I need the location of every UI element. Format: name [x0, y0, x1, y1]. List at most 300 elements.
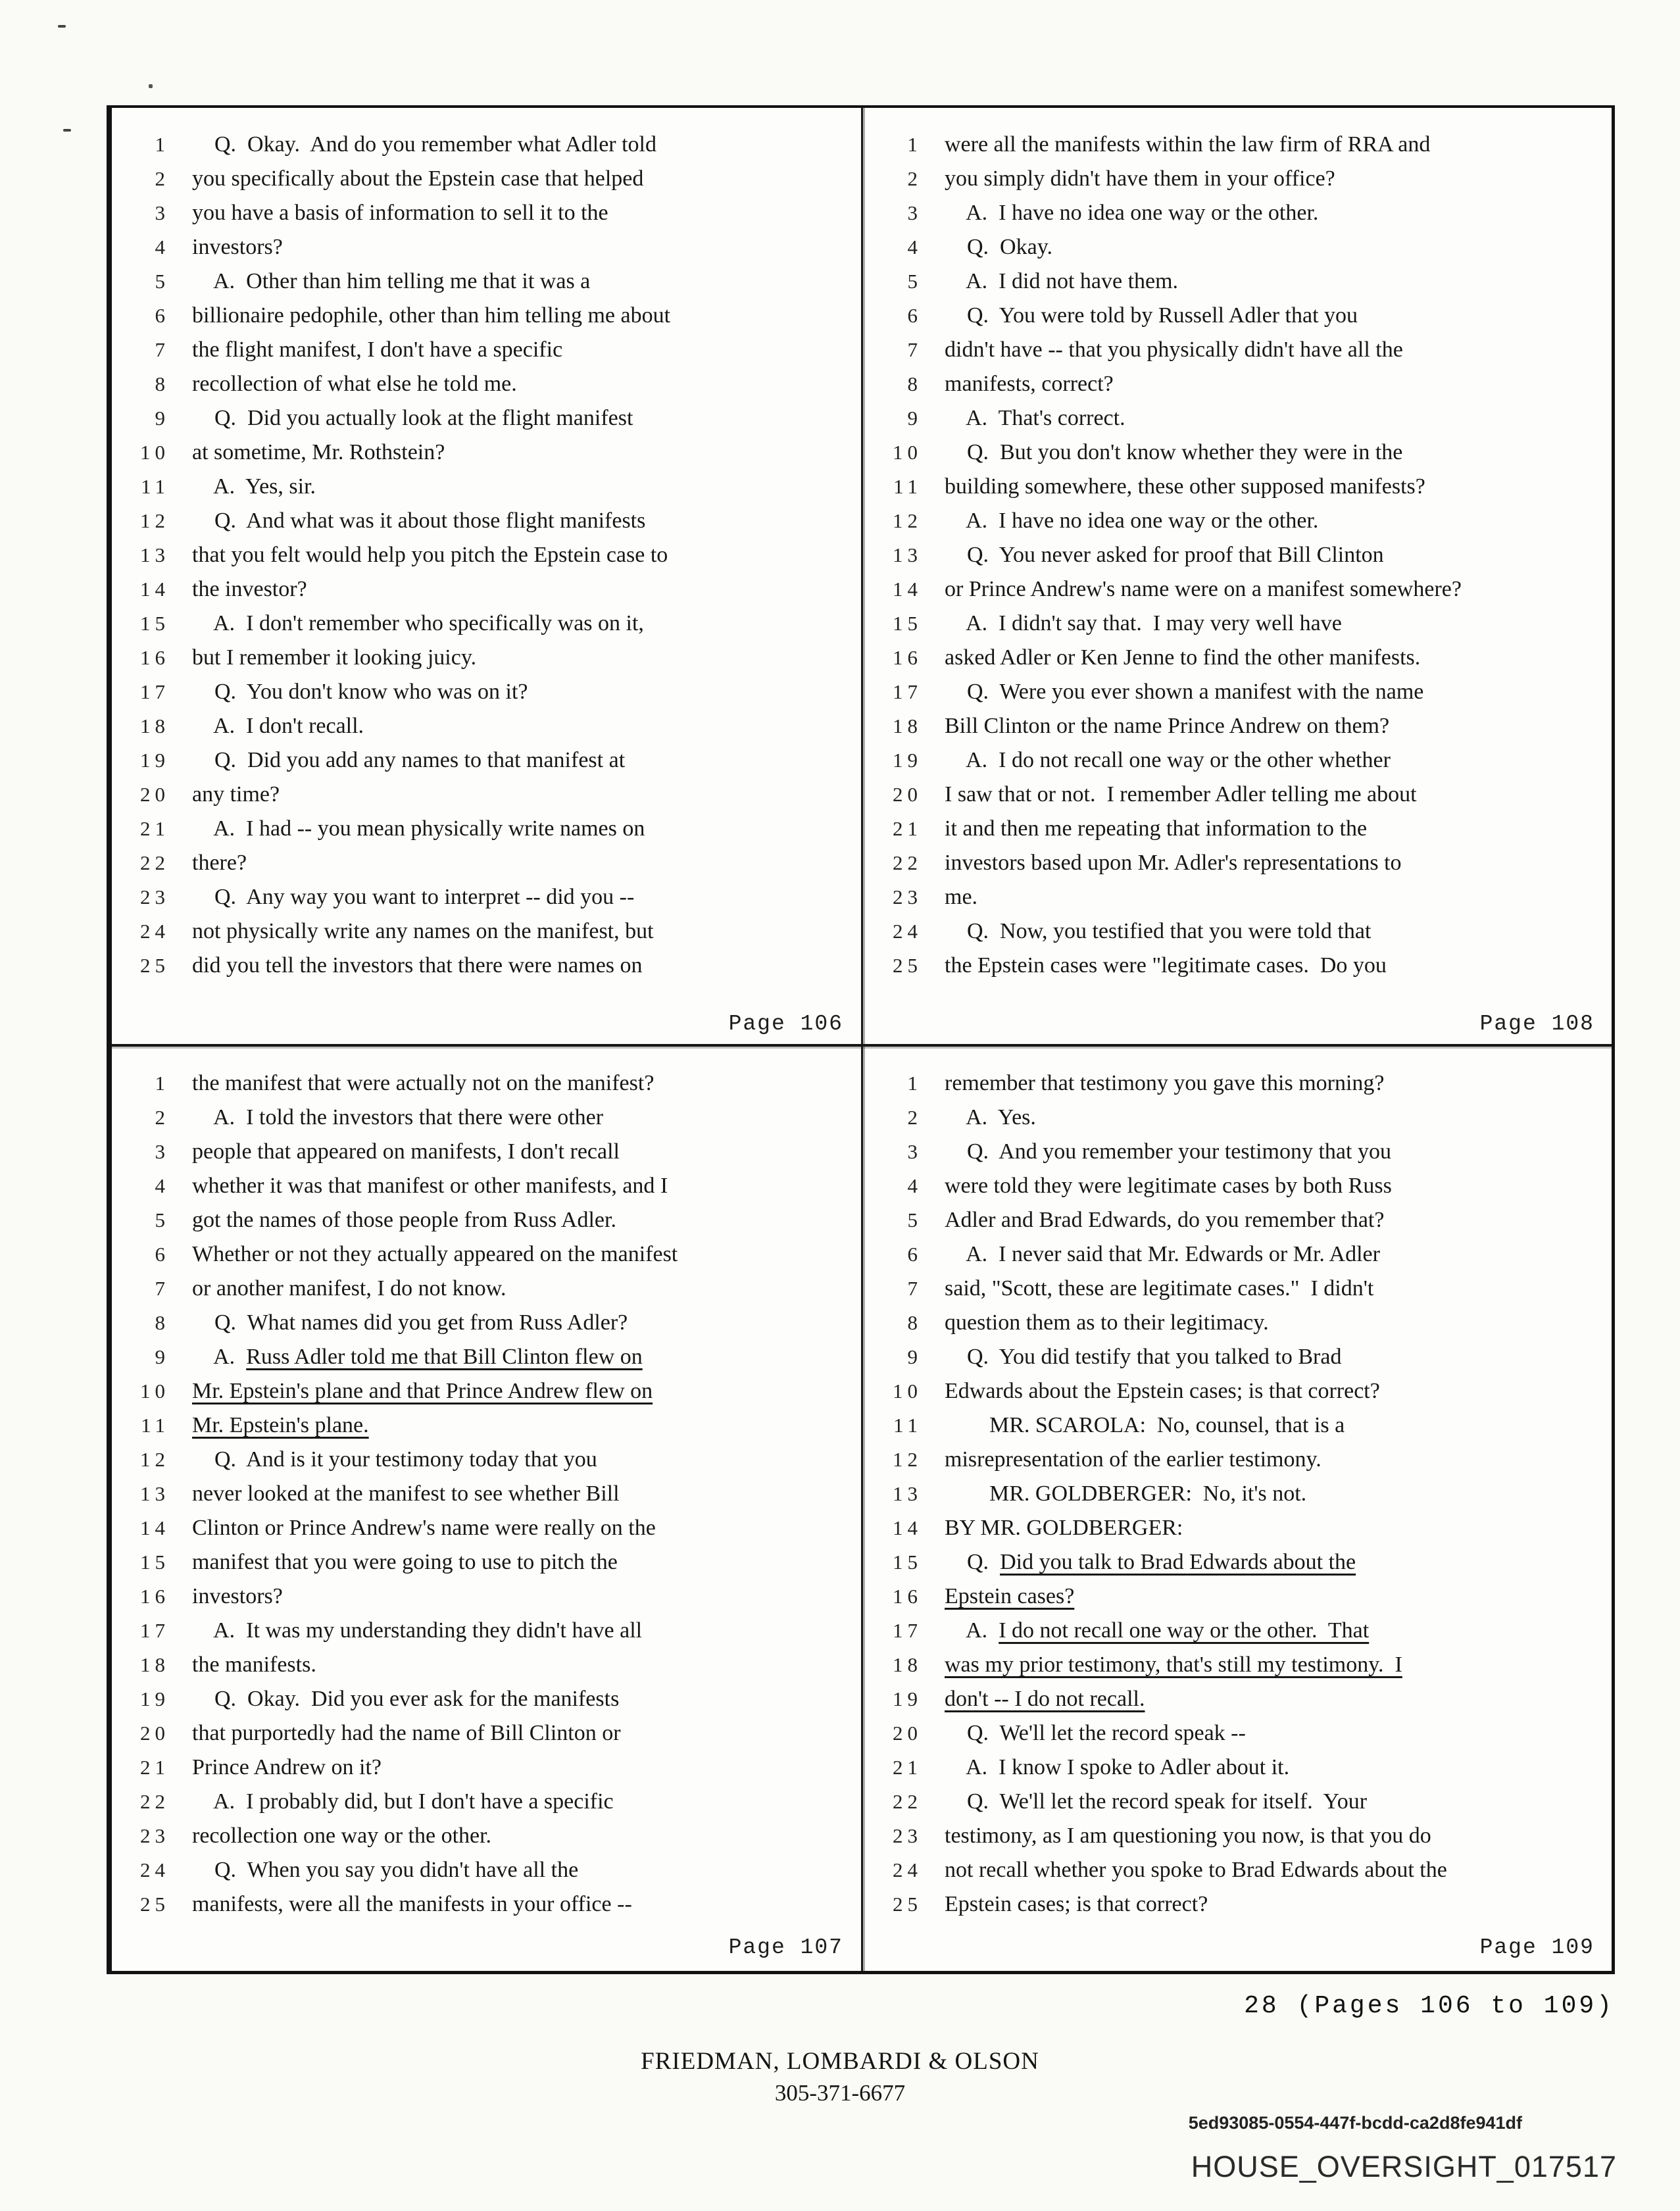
line-number: 13: [893, 1482, 922, 1505]
transcript-line: [126, 1477, 860, 1511]
line-text: A. I don't recall.: [192, 714, 364, 738]
line-text: Adler and Brad Edwards, do you remember that?: [945, 1208, 1385, 1232]
scan-artifact: [63, 129, 71, 132]
line-number: 3: [907, 1140, 922, 1163]
line-number: 6: [155, 304, 170, 327]
line-text: did you tell the investors that there were names on: [192, 953, 643, 978]
line-number: 12: [140, 509, 170, 532]
line-text: [945, 1682, 1145, 1716]
line-number: 18: [893, 714, 922, 737]
line-text: remember that testimony you gave this morning?: [945, 1071, 1385, 1095]
transcript-line: [879, 675, 1612, 709]
line-text: Clinton or Prince Andrew's name were really on the: [192, 1516, 656, 1540]
transcript-line: [126, 196, 860, 230]
transcript-line: [879, 1477, 1612, 1511]
transcript-line: [126, 435, 860, 470]
line-number: 10: [893, 441, 922, 464]
line-text: A. I have no idea one way or the other.: [945, 201, 1319, 225]
transcript-line: [126, 1853, 860, 1887]
line-text: Bill Clinton or the name Prince Andrew on them?: [945, 714, 1390, 738]
column-divider: [861, 108, 863, 1971]
line-text: Q. Okay. And do you remember what Adler told: [192, 132, 656, 157]
line-text: at sometime, Mr. Rothstein?: [192, 440, 445, 464]
transcript-line: [879, 709, 1612, 743]
line-number: 22: [893, 1790, 922, 1813]
line-number: 11: [141, 475, 170, 498]
line-number: 7: [155, 1277, 170, 1300]
line-number: 6: [907, 304, 922, 327]
transcript-line: [879, 914, 1612, 949]
line-text: Q. Did you add any names to that manifest at: [192, 748, 626, 772]
line-text: Q. Okay. Did you ever ask for the manifests: [192, 1687, 620, 1711]
line-text: A. I never said that Mr. Edwards or Mr. Adler: [945, 1242, 1380, 1266]
underlined-text: Russ Adler told me that Bill Clinton flew on: [246, 1345, 643, 1369]
line-number: 10: [140, 1379, 170, 1403]
quadrant-page-109: [864, 1047, 1612, 1968]
line-text: Epstein cases; is that correct?: [945, 1892, 1208, 1916]
transcript-line: [879, 230, 1612, 264]
line-number: 21: [893, 1756, 922, 1779]
line-text: but I remember it looking juicy.: [192, 645, 477, 670]
line-number: 13: [140, 1482, 170, 1505]
line-text: misrepresentation of the earlier testimony.: [945, 1447, 1322, 1472]
transcript-lines: [864, 108, 1612, 983]
line-text: Q. We'll let the record speak for itself. Your: [945, 1789, 1368, 1814]
line-text: said, "Scott, these are legitimate cases." I didn't: [945, 1276, 1374, 1301]
line-text: the manifest that were actually not on the manifest?: [192, 1071, 655, 1095]
transcript-line: [126, 504, 860, 538]
line-number: 13: [140, 543, 170, 566]
row-divider: [112, 1044, 1612, 1047]
line-text: you have a basis of information to sell it to the: [192, 201, 608, 225]
transcript-line: [879, 846, 1612, 880]
line-text: manifests, were all the manifests in your office --: [192, 1892, 632, 1916]
line-number: 20: [140, 783, 170, 806]
transcript-lines: [112, 108, 860, 983]
line-text: Q. We'll let the record speak --: [945, 1721, 1246, 1745]
underlined-text: Mr. Epstein's plane and that Prince Andrew flew on: [192, 1379, 653, 1403]
transcript-line: [126, 812, 860, 846]
transcript-line: [879, 1682, 1612, 1716]
transcript-line: [879, 1887, 1612, 1922]
line-text: Q. And is it your testimony today that you: [192, 1447, 597, 1472]
line-number: 21: [893, 817, 922, 840]
line-number: 5: [155, 1208, 170, 1231]
line-text: investors?: [192, 1584, 283, 1608]
transcript-line: [126, 1579, 860, 1614]
line-number: 4: [155, 236, 170, 259]
line-text: people that appeared on manifests, I don't recall: [192, 1139, 620, 1164]
line-number: 15: [893, 612, 922, 635]
transcript-line: [126, 538, 860, 572]
line-text: not physically write any names on the manifest, but: [192, 919, 654, 943]
bates-number: HOUSE_OVERSIGHT_017517: [1191, 2150, 1617, 2183]
line-number: 17: [140, 1619, 170, 1642]
transcript-line: [879, 299, 1612, 333]
line-text: investors?: [192, 235, 283, 259]
transcript-line: [126, 299, 860, 333]
line-text: got the names of those people from Russ Adler.: [192, 1208, 616, 1232]
line-text: any time?: [192, 782, 280, 807]
line-text: A. It was my understanding they didn't have all: [192, 1618, 643, 1643]
transcript-line: [126, 1374, 860, 1408]
underlined-text: I do not recall one way or the other. That: [999, 1618, 1370, 1643]
line-number: 10: [893, 1379, 922, 1403]
line-number: 11: [893, 475, 922, 498]
line-number: 4: [907, 236, 922, 259]
transcript-line: [126, 1066, 860, 1101]
transcript-grid: [107, 105, 1615, 1974]
line-number: 8: [155, 372, 170, 395]
line-number: 18: [140, 1653, 170, 1676]
line-number: 1: [155, 133, 170, 156]
line-number: 2: [155, 1106, 170, 1129]
line-number: 8: [155, 1311, 170, 1334]
transcript-line: [126, 1682, 860, 1716]
line-text: not recall whether you spoke to Brad Edwards about the: [945, 1858, 1447, 1882]
underlined-text: Epstein cases?: [945, 1584, 1075, 1608]
transcript-line: [879, 607, 1612, 641]
transcript-line: [126, 401, 860, 435]
line-text: question them as to their legitimacy.: [945, 1310, 1269, 1335]
transcript-line: [126, 1785, 860, 1819]
line-number: 23: [140, 885, 170, 908]
transcript-line: [126, 949, 860, 983]
transcript-line: [126, 743, 860, 778]
line-number: 2: [155, 167, 170, 190]
line-text: Q. And what was it about those flight manifests: [192, 509, 646, 533]
line-number: 22: [140, 1790, 170, 1813]
transcript-line: [126, 778, 860, 812]
line-text: it and then me repeating that information to the: [945, 816, 1368, 841]
transcript-line: [879, 1443, 1612, 1477]
line-text: Q. Did you actually look at the flight manifest: [192, 406, 633, 430]
transcript-line: [126, 1614, 860, 1648]
line-number: 16: [140, 646, 170, 669]
line-text: BY MR. GOLDBERGER:: [945, 1516, 1183, 1540]
line-text: Q. You never asked for proof that Bill Clinton: [945, 543, 1384, 567]
line-number: 5: [155, 270, 170, 293]
line-number: 14: [893, 1516, 922, 1539]
line-text: Q. What names did you get from Russ Adler?: [192, 1310, 628, 1335]
line-number: 24: [893, 920, 922, 943]
line-text: were told they were legitimate cases by both Russ: [945, 1174, 1392, 1198]
transcript-line: [126, 1751, 860, 1785]
transcript-line: [126, 880, 860, 914]
line-number: 3: [155, 201, 170, 224]
transcript-line: [879, 333, 1612, 367]
line-number: 22: [893, 851, 922, 874]
transcript-line: [126, 1545, 860, 1579]
transcript-line: [879, 641, 1612, 675]
line-text: you simply didn't have them in your office?: [945, 166, 1335, 191]
document-id: 5ed93085-0554-447f-bcdd-ca2d8fe941df: [1188, 2113, 1522, 2133]
line-text: Q. You did testify that you talked to Brad: [945, 1345, 1342, 1369]
line-number: 8: [907, 372, 922, 395]
line-number: 2: [907, 1106, 922, 1129]
transcript-line: [879, 401, 1612, 435]
line-number: 23: [893, 885, 922, 908]
underlined-text: Mr. Epstein's plane.: [192, 1413, 369, 1437]
line-number: 20: [893, 783, 922, 806]
transcript-line: [879, 367, 1612, 401]
line-number: 1: [907, 133, 922, 156]
court-reporter-firm: FRIEDMAN, LOMBARDI & OLSON: [641, 2048, 1039, 2075]
transcript-line: [126, 1408, 860, 1443]
line-number: 20: [140, 1722, 170, 1745]
transcript-line: [126, 641, 860, 675]
transcript-line: [126, 162, 860, 196]
transcript-line: [126, 1237, 860, 1272]
line-number: 25: [893, 1893, 922, 1916]
line-number: 6: [907, 1243, 922, 1266]
transcript-line: [126, 1135, 860, 1169]
line-text: recollection of what else he told me.: [192, 372, 517, 396]
line-text: A. I did not have them.: [945, 269, 1179, 293]
line-text: [945, 1648, 1402, 1682]
transcript-lines: [112, 1047, 860, 1922]
line-text: the investor?: [192, 577, 307, 601]
transcript-line: [879, 1785, 1612, 1819]
line-number: 1: [155, 1072, 170, 1095]
underlined-text: Did you talk to Brad Edwards about the: [1000, 1550, 1356, 1574]
transcript-line: [126, 914, 860, 949]
line-number: 11: [141, 1414, 170, 1437]
underlined-text: was my prior testimony, that's still my testimony. I: [945, 1652, 1402, 1677]
line-number: 17: [893, 1619, 922, 1642]
transcript-line: [126, 264, 860, 299]
line-text: that purportedly had the name of Bill Clinton or: [192, 1721, 621, 1745]
line-number: 3: [907, 201, 922, 224]
line-number: 24: [140, 920, 170, 943]
line-text: Q. You were told by Russell Adler that you: [945, 303, 1358, 328]
line-text: Edwards about the Epstein cases; is that correct?: [945, 1379, 1380, 1403]
line-text: Q. Were you ever shown a manifest with the name: [945, 680, 1424, 704]
line-text: I saw that or not. I remember Adler telling me about: [945, 782, 1417, 807]
line-number: 8: [907, 1311, 922, 1334]
transcript-line: [879, 1135, 1612, 1169]
quadrant-page-108: [864, 108, 1612, 1044]
line-number: 25: [140, 1893, 170, 1916]
line-number: 9: [155, 407, 170, 430]
line-number: 15: [140, 612, 170, 635]
line-text: A. I do not recall one way or the other. That: [945, 1618, 1370, 1643]
transcript-line: [879, 1716, 1612, 1751]
line-number: 24: [893, 1858, 922, 1881]
scan-artifact: [149, 84, 153, 88]
line-number: 12: [893, 1448, 922, 1471]
line-text: A. I probably did, but I don't have a specific: [192, 1789, 614, 1814]
transcript-line: [879, 1374, 1612, 1408]
transcript-line: [879, 1169, 1612, 1203]
transcript-line: [879, 435, 1612, 470]
line-text: A. Yes, sir.: [192, 474, 316, 499]
line-text: Q. But you don't know whether they were in the: [945, 440, 1403, 464]
transcript-line: [879, 572, 1612, 607]
line-text: investors based upon Mr. Adler's representations to: [945, 851, 1402, 875]
line-number: 22: [140, 851, 170, 874]
line-number: 21: [140, 817, 170, 840]
line-number: 19: [140, 749, 170, 772]
transcript-line: [126, 572, 860, 607]
line-number: 2: [907, 167, 922, 190]
transcript-line: [126, 709, 860, 743]
transcript-line: [879, 1272, 1612, 1306]
transcript-line: [126, 1306, 860, 1340]
line-number: 3: [155, 1140, 170, 1163]
line-text: Q. Okay.: [945, 235, 1052, 259]
line-number: 6: [155, 1243, 170, 1266]
court-reporter-phone: 305-371-6677: [774, 2080, 906, 2106]
line-number: 13: [893, 543, 922, 566]
transcript-line: [879, 949, 1612, 983]
transcript-line: [879, 128, 1612, 162]
line-number: 5: [907, 1208, 922, 1231]
transcript-line: [879, 1340, 1612, 1374]
line-text: MR. SCAROLA: No, counsel, that is a: [945, 1413, 1345, 1437]
transcript-line: [126, 1101, 860, 1135]
line-number: 19: [893, 749, 922, 772]
transcript-line: [126, 1716, 860, 1751]
line-number: 7: [907, 1277, 922, 1300]
line-text: never looked at the manifest to see whether Bill: [192, 1481, 620, 1506]
line-number: 15: [140, 1551, 170, 1574]
line-text: Q. And you remember your testimony that you: [945, 1139, 1391, 1164]
line-text: A. Russ Adler told me that Bill Clinton flew on: [192, 1345, 643, 1369]
line-text: A. Other than him telling me that it was a: [192, 269, 591, 293]
line-text: were all the manifests within the law firm of RRA and: [945, 132, 1431, 157]
line-text: [192, 1408, 369, 1443]
line-number: 19: [893, 1687, 922, 1710]
quadrant-page-107: [112, 1047, 860, 1968]
line-number: 1: [907, 1072, 922, 1095]
line-number: 4: [907, 1174, 922, 1197]
transcript-line: [879, 1306, 1612, 1340]
line-number: 14: [893, 578, 922, 601]
line-text: Whether or not they actually appeared on the manifest: [192, 1242, 678, 1266]
line-number: 9: [907, 1345, 922, 1368]
line-text: A. I had -- you mean physically write names on: [192, 816, 645, 841]
transcript-line: [879, 162, 1612, 196]
line-text: asked Adler or Ken Jenne to find the other manifests.: [945, 645, 1421, 670]
line-number: 18: [893, 1653, 922, 1676]
line-text: A. Yes.: [945, 1105, 1036, 1130]
line-number: 9: [907, 407, 922, 430]
transcript-line: [126, 1819, 860, 1853]
transcript-line: [126, 1648, 860, 1682]
transcript-line: [879, 1203, 1612, 1237]
line-text: A. I know I spoke to Adler about it.: [945, 1755, 1290, 1779]
line-number: 19: [140, 1687, 170, 1710]
line-text: Q. Any way you want to interpret -- did you --: [192, 885, 635, 909]
transcript-line: [126, 1887, 860, 1922]
line-number: 14: [140, 578, 170, 601]
quadrant-page-106: [112, 108, 860, 1044]
transcript-line: [126, 128, 860, 162]
line-text: Q. You don't know who was on it?: [192, 680, 528, 704]
transcript-line: [879, 1408, 1612, 1443]
line-text: [192, 1374, 653, 1408]
transcript-line: [879, 1511, 1612, 1545]
line-number: 11: [893, 1414, 922, 1437]
line-text: you specifically about the Epstein case that helped: [192, 166, 644, 191]
line-number: 16: [893, 646, 922, 669]
line-number: 9: [155, 1345, 170, 1368]
transcript-line: [126, 1203, 860, 1237]
transcript-lines: [864, 1047, 1612, 1922]
line-number: 15: [893, 1551, 922, 1574]
transcript-line: [879, 1545, 1612, 1579]
line-number: 14: [140, 1516, 170, 1539]
line-text: or another manifest, I do not know.: [192, 1276, 506, 1301]
line-number: 20: [893, 1722, 922, 1745]
transcript-line: [126, 1272, 860, 1306]
transcript-line: [879, 778, 1612, 812]
transcript-line: [879, 1614, 1612, 1648]
transcript-line: [879, 1101, 1612, 1135]
line-text: A. I have no idea one way or the other.: [945, 509, 1319, 533]
underlined-text: don't -- I do not recall.: [945, 1687, 1145, 1711]
line-number: 17: [140, 680, 170, 703]
line-number: 7: [155, 338, 170, 361]
transcript-line: [879, 880, 1612, 914]
line-text: Q. Now, you testified that you were told that: [945, 919, 1371, 943]
transcript-line: [126, 607, 860, 641]
transcript-line: [879, 470, 1612, 504]
transcript-line: [126, 470, 860, 504]
line-text: testimony, as I am questioning you now, is that you do: [945, 1824, 1431, 1848]
line-number: 10: [140, 441, 170, 464]
line-number: 24: [140, 1858, 170, 1881]
transcript-line: [879, 1648, 1612, 1682]
transcript-line: [879, 196, 1612, 230]
page-label: Page 106: [728, 1012, 843, 1036]
transcript-line: [126, 1443, 860, 1477]
line-text: building somewhere, these other supposed manifests?: [945, 474, 1425, 499]
line-number: 17: [893, 680, 922, 703]
line-text: the manifests.: [192, 1652, 316, 1677]
line-number: 23: [140, 1824, 170, 1847]
transcript-line: [126, 675, 860, 709]
page-label: Page 109: [1479, 1935, 1594, 1960]
line-text: or Prince Andrew's name were on a manifest somewhere?: [945, 577, 1462, 601]
transcript-line: [879, 504, 1612, 538]
page-label: Page 108: [1479, 1012, 1594, 1036]
line-number: 16: [140, 1585, 170, 1608]
line-text: manifest that you were going to use to pitch the: [192, 1550, 618, 1574]
line-text: A. I do not recall one way or the other whether: [945, 748, 1391, 772]
line-text: me.: [945, 885, 978, 909]
transcript-line: [126, 333, 860, 367]
transcript-line: [879, 1579, 1612, 1614]
line-text: Q. When you say you didn't have all the: [192, 1858, 579, 1882]
transcript-line: [879, 812, 1612, 846]
line-number: 12: [893, 509, 922, 532]
line-text: that you felt would help you pitch the Epstein case to: [192, 543, 668, 567]
line-number: 18: [140, 714, 170, 737]
page-label: Page 107: [728, 1935, 843, 1960]
line-number: 21: [140, 1756, 170, 1779]
line-number: 5: [907, 270, 922, 293]
line-text: recollection one way or the other.: [192, 1824, 492, 1848]
line-text: the flight manifest, I don't have a specific: [192, 337, 563, 362]
scan-artifact: [58, 25, 66, 28]
transcript-line: [126, 1169, 860, 1203]
line-text: A. I told the investors that there were other: [192, 1105, 604, 1130]
page-range-summary: 28 (Pages 106 to 109): [1244, 1992, 1614, 2020]
line-text: whether it was that manifest or other manifests, and I: [192, 1174, 668, 1198]
line-text: [945, 1579, 1074, 1614]
